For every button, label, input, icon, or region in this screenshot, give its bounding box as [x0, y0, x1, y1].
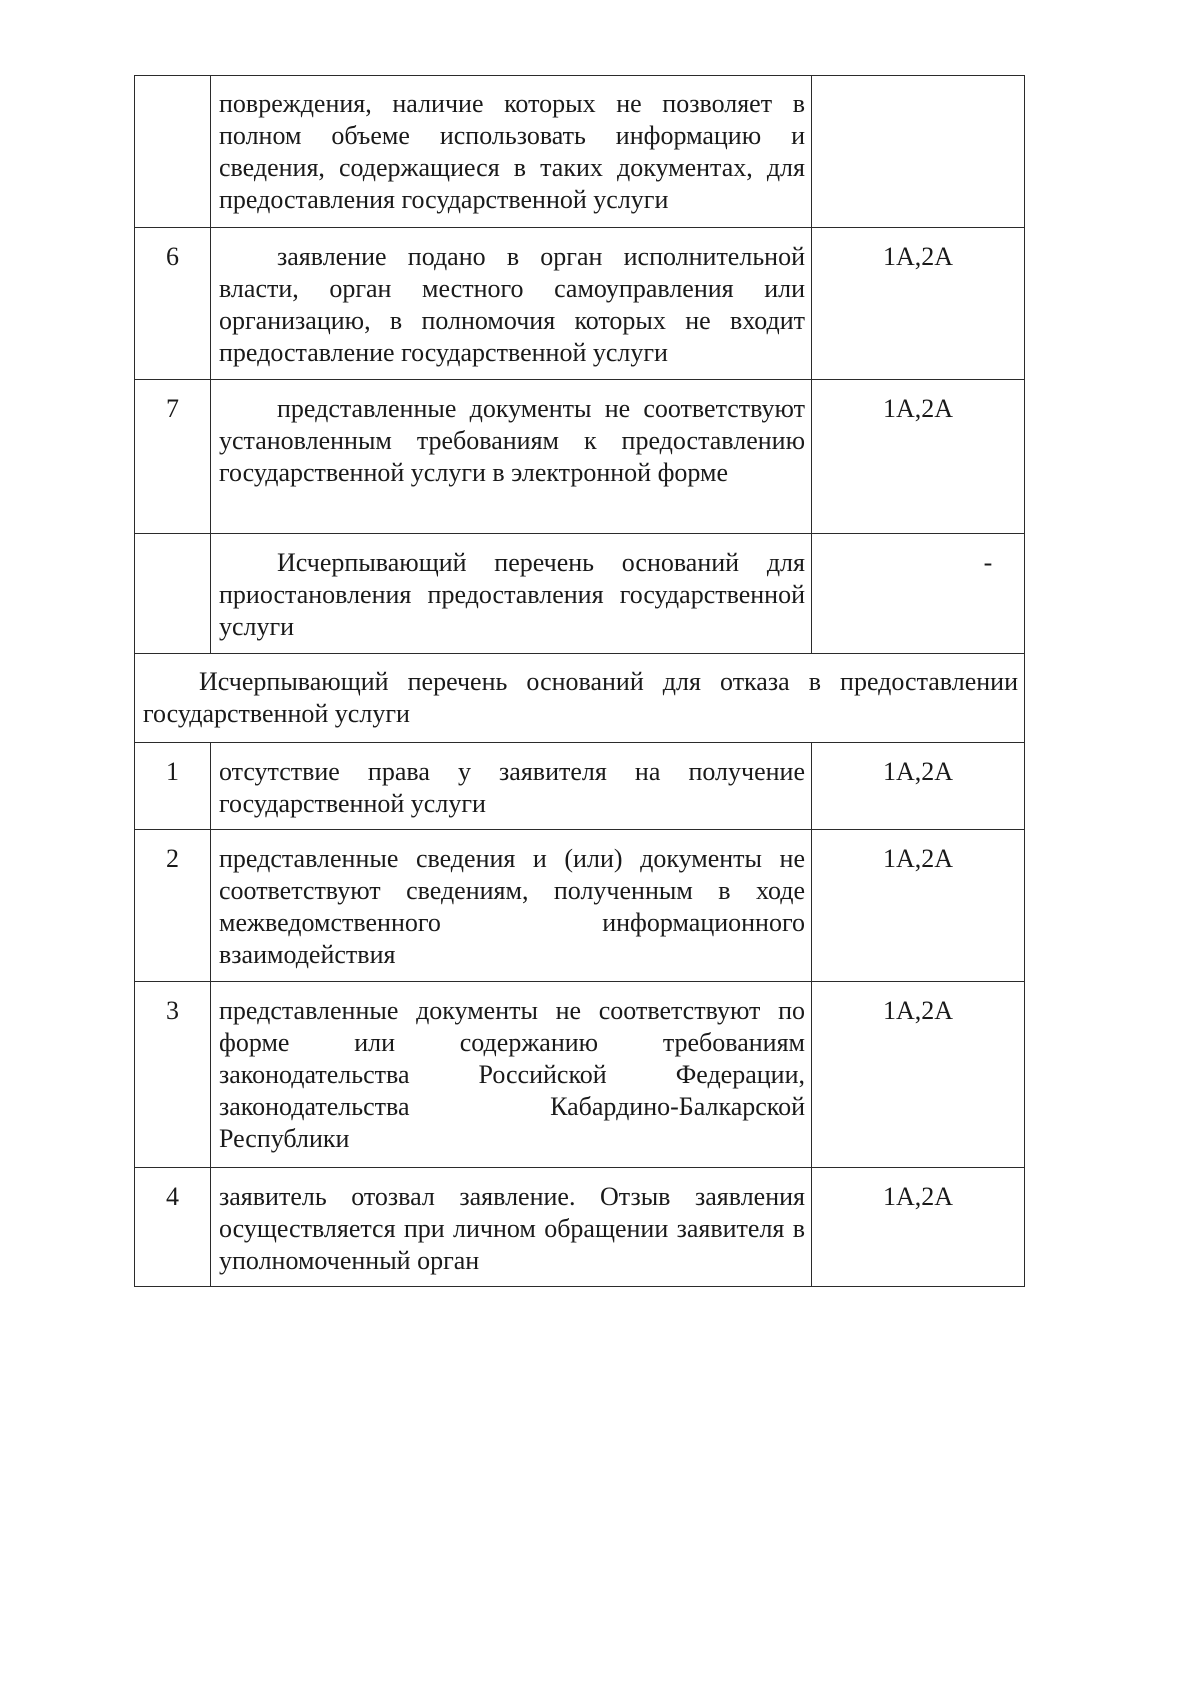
row-number: 4 — [135, 1168, 211, 1287]
row-code-dash: - — [983, 548, 993, 577]
section-heading-row — [135, 654, 1025, 743]
row-code: 1А,2А — [812, 830, 1025, 982]
row-code: 1А,2А — [812, 380, 1025, 534]
row-code — [812, 76, 1025, 228]
row-text: повреждения, наличие которых не позволяет в полном объеме использовать информацию и сведения, содержащиеся в таких документах, для предоставления государственной услуги — [211, 76, 812, 228]
table-row — [135, 534, 1025, 654]
grounds-table — [134, 75, 1025, 1287]
table-row — [135, 76, 1025, 228]
row-number — [135, 534, 211, 654]
row-text: заявитель отозвал заявление. Отзыв заявления осуществляется при личном обращении заявителя в уполномоченный орган — [211, 1168, 812, 1287]
row-number: 1 — [135, 743, 211, 830]
row-code: 1А,2А — [812, 228, 1025, 380]
table-row — [135, 228, 1025, 380]
row-number: 7 — [135, 380, 211, 534]
row-code — [812, 534, 1025, 654]
table-row — [135, 1168, 1025, 1287]
row-text: Исчерпывающий перечень оснований для приостановления предоставления государственной услуги — [211, 534, 812, 654]
section-heading: Исчерпывающий перечень оснований для отказа в предоставлении государственной услуги — [135, 654, 1025, 743]
table-row — [135, 830, 1025, 982]
row-text: представленные сведения и (или) документы не соответствуют сведениям, полученным в ходе межведомственного информационного взаимодействия — [211, 830, 812, 982]
table-row — [135, 982, 1025, 1168]
row-text: представленные документы не соответствуют установленным требованиям к предоставлению государственной услуги в электронной форме — [211, 380, 812, 534]
row-text: отсутствие права у заявителя на получение государственной услуги — [211, 743, 812, 830]
row-number: 2 — [135, 830, 211, 982]
row-number: 6 — [135, 228, 211, 380]
row-code: 1А,2А — [812, 1168, 1025, 1287]
row-number — [135, 76, 211, 228]
row-text: представленные документы не соответствуют по форме или содержанию требованиям законодательства Российской Федерации, законодательства Кабардино-Балкарской Республики — [211, 982, 812, 1168]
row-text: заявление подано в орган исполнительной власти, орган местного самоуправления или организацию, в полномочия которых не входит предоставление государственной услуги — [211, 228, 812, 380]
row-code: 1А,2А — [812, 982, 1025, 1168]
row-code: 1А,2А — [812, 743, 1025, 830]
table-row — [135, 380, 1025, 534]
row-number: 3 — [135, 982, 211, 1168]
table-row — [135, 743, 1025, 830]
